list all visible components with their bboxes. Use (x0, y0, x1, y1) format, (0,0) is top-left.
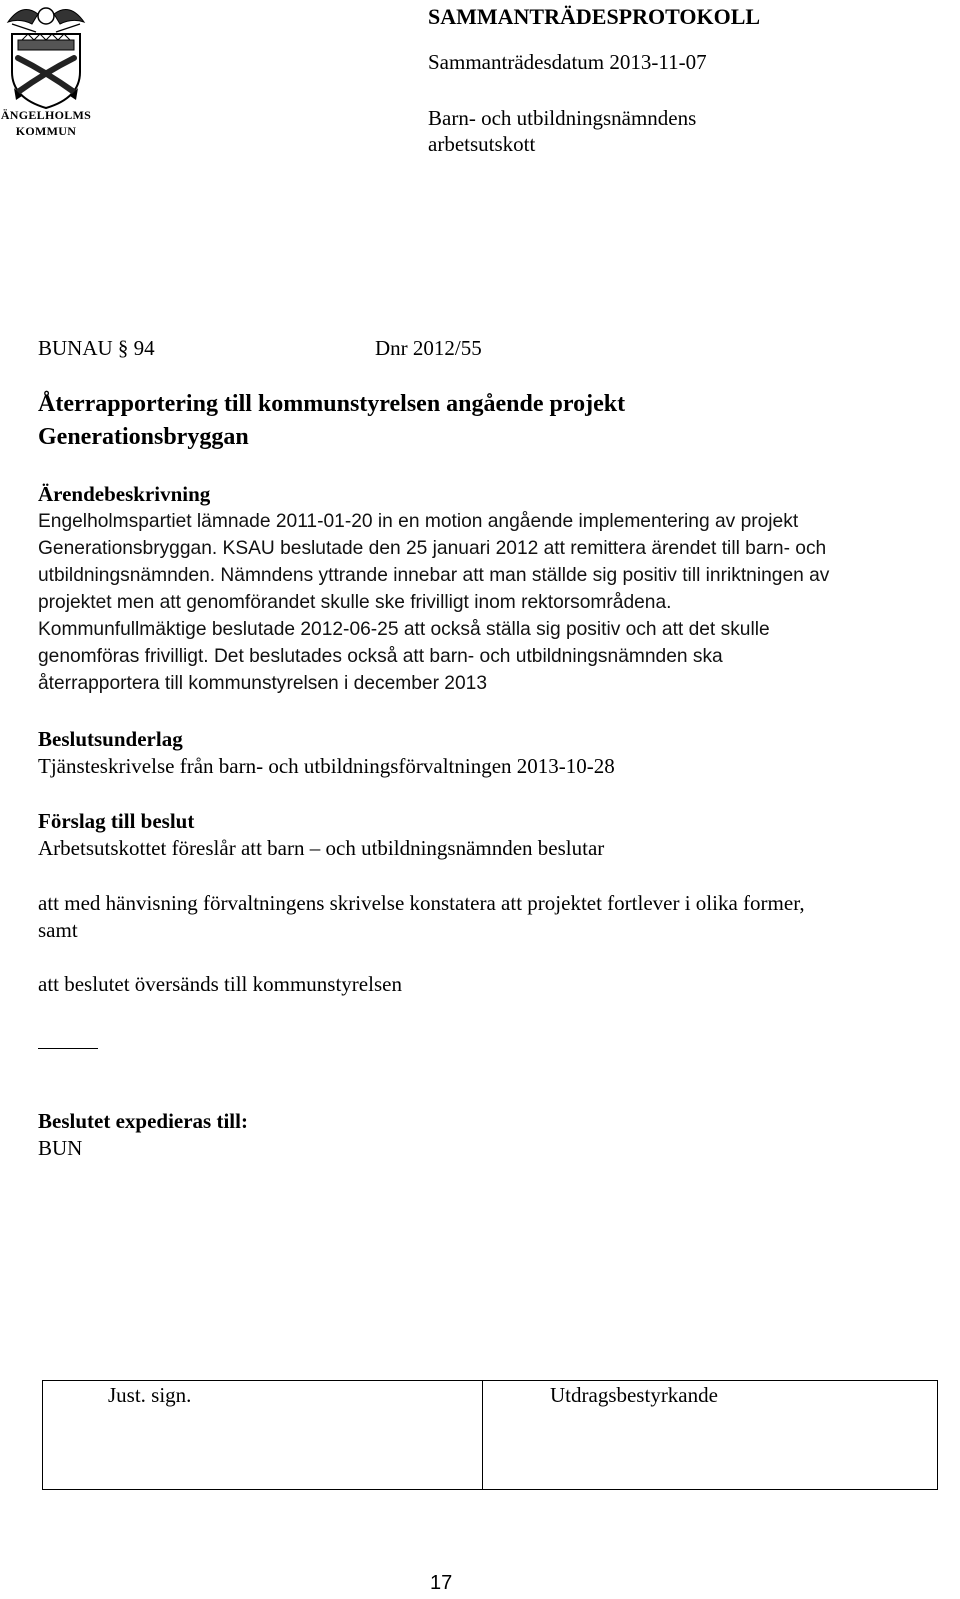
section-title-basis: Beslutsunderlag (38, 727, 183, 751)
signature-box-divider (482, 1380, 483, 1490)
proposal-text: Arbetsutskottet föreslår att barn – och utbildningsnämnden beslutar (38, 836, 605, 860)
protocol-title: SAMMANTRÄDESPROTOKOLL (428, 4, 761, 29)
description-line: Engelholmspartiet lämnade 2011-01-20 in en motion angående implementering av projekt (38, 511, 799, 532)
section-title-distribution: Beslutet expedieras till: (38, 1109, 248, 1133)
description-text (38, 508, 938, 697)
description-line: Generationsbryggan. KSAU beslutade den 25 januari 2012 att remittera ärendet till barn- och (38, 538, 827, 559)
extract-certification-label: Utdragsbestyrkande (550, 1383, 718, 1407)
just-sign-label: Just. sign. (108, 1383, 192, 1407)
diary-number: Dnr 2012/55 (375, 336, 482, 360)
case-heading-line2: Generationsbryggan (38, 424, 249, 450)
meeting-date: Sammanträdesdatum 2013-11-07 (428, 50, 707, 74)
basis-text: Tjänsteskrivelse från barn- och utbildningsförvaltningen 2013-10-28 (38, 754, 615, 778)
page-number: 17 (430, 1572, 453, 1594)
description-line: genomföras frivilligt. Det beslutades också att barn- och utbildningsnämnden ska (38, 646, 723, 667)
committee-name-line2: arbetsutskott (428, 132, 536, 156)
description-line: utbildningsnämnden. Nämndens yttrande innebar att man ställde sig positiv till inriktningen av (38, 565, 830, 586)
proposal-att1-line1: att med hänvisning förvaltningens skrivelse konstatera att projektet fortlever i olika former, (38, 891, 805, 915)
case-heading-line1: Återrapportering till kommunstyrelsen angående projekt (38, 391, 626, 417)
distribution-recipient: BUN (38, 1136, 83, 1160)
description-line: Kommunfullmäktige beslutade 2012-06-25 att också ställa sig positiv och att det skulle (38, 619, 770, 640)
description-line: återrapportera till kommunstyrelsen i december 2013 (38, 673, 487, 694)
section-title-proposal: Förslag till beslut (38, 809, 195, 833)
description-line: projektet men att genomförandet skulle ske frivilligt inom rektorsområdena. (38, 592, 672, 613)
separator-line (38, 1048, 98, 1049)
paragraph-reference: BUNAU § 94 (38, 336, 155, 360)
logo-text-line1: ÄNGELHOLMS (0, 108, 92, 122)
logo-text-line2: KOMMUN (15, 124, 77, 138)
committee-name-line1: Barn- och utbildningsnämndens (428, 106, 697, 130)
proposal-att1-line2: samt (38, 918, 78, 942)
proposal-att2: att beslutet översänds till kommunstyrelsen (38, 972, 402, 996)
section-title-description: Ärendebeskrivning (38, 482, 211, 506)
